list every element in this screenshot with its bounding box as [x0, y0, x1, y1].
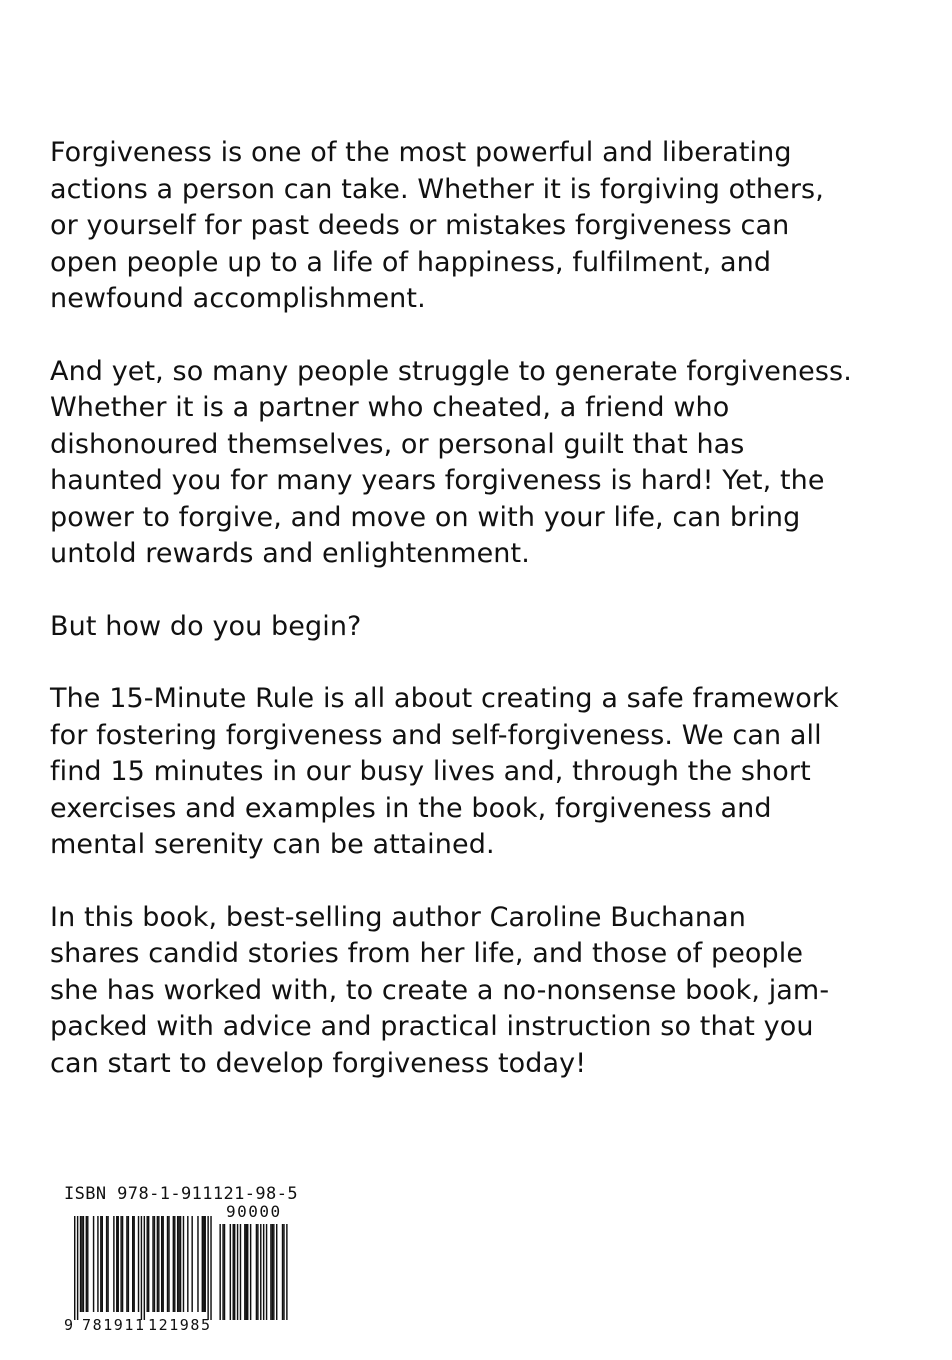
barcode-bar [132, 1216, 133, 1312]
blurb-paragraph-5: In this book, best-selling author Caroline Buchanan shares candid stories from her life, and those of people she has worked with, to create a no-nonsense book, jam- packed with advice and practical instruction so that you can start to develop forgiveness today! [50, 901, 830, 1079]
barcode-bar [152, 1216, 153, 1312]
barcode-bar [173, 1216, 174, 1312]
barcode-bar [138, 1216, 139, 1312]
barcode-bar [97, 1216, 98, 1312]
addon-bar [270, 1224, 271, 1320]
addon-bar [250, 1224, 251, 1320]
addon-bar [276, 1224, 277, 1320]
barcode-bar [177, 1216, 178, 1312]
addon-bar [230, 1224, 231, 1320]
barcode-bar [86, 1216, 87, 1312]
addon-bar [286, 1224, 287, 1320]
barcode-graphic [62, 1202, 302, 1334]
barcode-bar [203, 1216, 204, 1312]
barcode-guard-bar [144, 1216, 145, 1320]
addon-bar [263, 1224, 264, 1320]
barcode-bar [106, 1216, 107, 1312]
addon-bar [237, 1224, 238, 1320]
blurb-paragraph-2: And yet, so many people struggle to generate forgiveness. Whether it is a partner who cheated, a friend who dishonoured themselves, or personal guilt that has haunted you for many years forgiveness is hard! Yet, the power to forgive, and move on with your life, can bring untold rewards and enlightenment. [50, 355, 852, 569]
barcode-bar [162, 1216, 163, 1312]
price-code: 90000 [226, 1202, 282, 1221]
barcode-bar [157, 1216, 158, 1312]
addon-bar [260, 1224, 261, 1320]
isbn-barcode [62, 1184, 302, 1334]
barcode-bar [183, 1216, 184, 1312]
barcode-bar [128, 1216, 129, 1312]
addon-bar [240, 1224, 241, 1320]
barcode-bar [118, 1216, 119, 1312]
barcode-guard-bar [207, 1216, 208, 1320]
barcode-bar [187, 1216, 188, 1312]
addon-bar [266, 1224, 267, 1320]
barcode-bar [167, 1216, 168, 1312]
barcode-bar [148, 1216, 149, 1312]
addon-bar [256, 1224, 257, 1320]
addon-bar [272, 1224, 273, 1320]
barcode-guard-bar [77, 1216, 78, 1320]
blurb-paragraph-3: But how do you begin? [50, 610, 362, 642]
barcode-digit-right-group: 121985 [148, 1316, 210, 1334]
blurb-paragraph-1: Forgiveness is one of the most powerful and liberating actions a person can take. Whether it is forgiving others, or yourself for past deeds or mistakes forgiveness can open people up to a life of happiness, fulfilment, and newfound accomplishment. [50, 137, 824, 314]
barcode-digit-first: 9 [64, 1316, 74, 1334]
addon-bar [224, 1224, 225, 1320]
barcode-bar [205, 1216, 206, 1312]
barcode-bar [113, 1216, 114, 1312]
barcode-bar [154, 1216, 155, 1312]
barcode-bar [80, 1216, 81, 1312]
barcode-digit-left-group: 781911 [82, 1316, 144, 1334]
addon-bar [283, 1224, 284, 1320]
addon-bar [282, 1224, 283, 1320]
barcode-bar [202, 1216, 203, 1312]
barcode-bar [197, 1216, 198, 1312]
addon-bar [244, 1224, 245, 1320]
addon-bar [247, 1224, 248, 1320]
barcode-bar [168, 1216, 169, 1312]
isbn-label: ISBN 978-1-911121-98-5 [64, 1184, 298, 1204]
addon-bar [219, 1224, 220, 1320]
barcode-bar [87, 1216, 88, 1312]
barcode-bar [174, 1216, 175, 1312]
addon-bar [246, 1224, 247, 1320]
barcode-bar [81, 1216, 82, 1312]
addon-bar [257, 1224, 258, 1320]
barcode-bar [93, 1216, 94, 1312]
barcode-bar [180, 1216, 181, 1312]
barcode-bar [147, 1216, 148, 1312]
barcode-guard-bar [210, 1216, 211, 1320]
barcode-bar [161, 1216, 162, 1312]
back-cover-blurb [50, 135, 930, 1118]
blurb-paragraph-4: The 15-Minute Rule is all about creating a safe framework for fostering forgiveness and self-forgiveness. We can all find 15 minutes in our busy lives and, through the short exercises and examples in the book, forgiveness and mental serenity can be attained. [50, 683, 839, 860]
barcode-bar [178, 1216, 179, 1312]
addon-bar [222, 1224, 223, 1320]
barcode-bar [133, 1216, 134, 1312]
barcode-bar [116, 1216, 117, 1312]
addon-bar [233, 1224, 234, 1320]
barcode-bar [158, 1216, 159, 1312]
barcode-guard-bar [74, 1216, 75, 1320]
barcode-bar [191, 1216, 192, 1312]
addon-bar [273, 1224, 274, 1320]
barcode-bar [83, 1216, 84, 1312]
barcode-bar [100, 1216, 101, 1312]
barcode-guard-bar [141, 1216, 142, 1320]
addon-bar [234, 1224, 235, 1320]
barcode-bar [102, 1216, 103, 1312]
barcode-bar [122, 1216, 123, 1312]
addon-bars [219, 1224, 287, 1320]
barcode-bar [120, 1216, 121, 1312]
barcode-bar [126, 1216, 127, 1312]
ean-bars [74, 1216, 212, 1320]
barcode-bar [107, 1216, 108, 1312]
